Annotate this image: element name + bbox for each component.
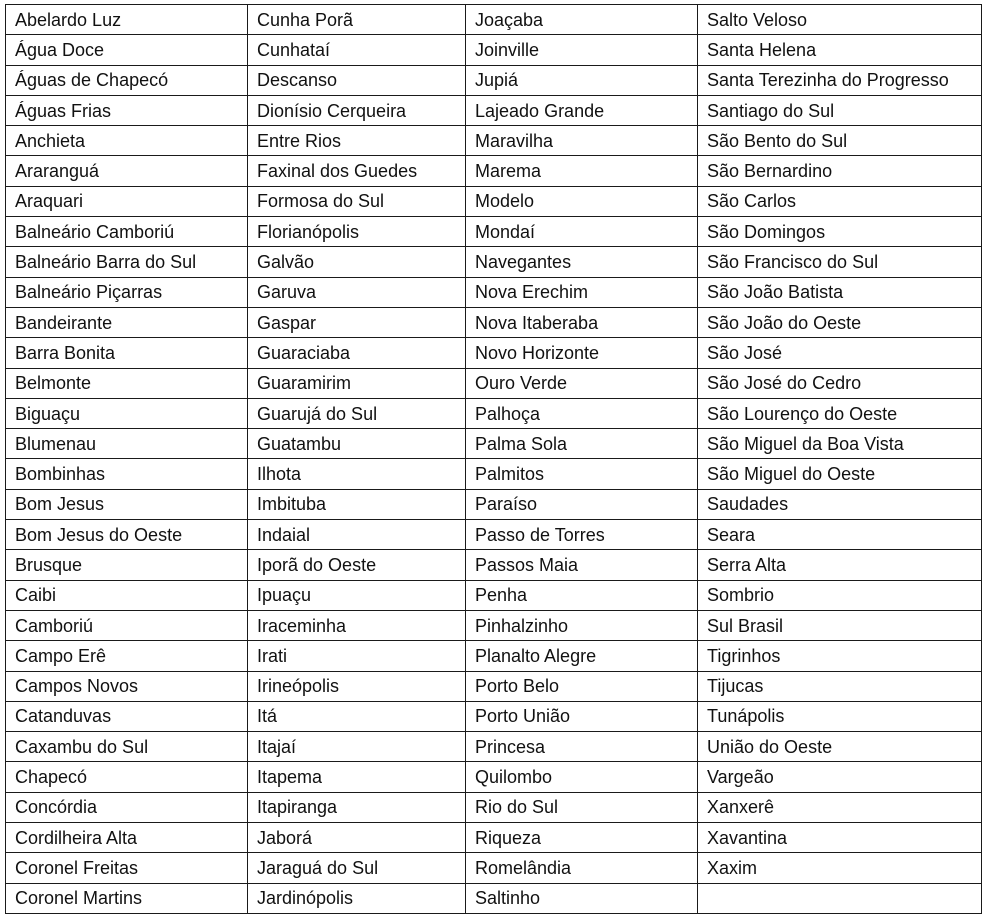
- municipality-cell: Concórdia: [6, 792, 248, 822]
- municipality-cell: Pinhalzinho: [466, 610, 698, 640]
- municipality-cell: Seara: [698, 520, 982, 550]
- table-row: [6, 338, 982, 368]
- municipality-cell: Entre Rios: [248, 126, 466, 156]
- municipality-cell: Caibi: [6, 580, 248, 610]
- table-row: [6, 701, 982, 731]
- municipality-cell: Cunhataí: [248, 35, 466, 65]
- table-row: [6, 520, 982, 550]
- table-row: [6, 186, 982, 216]
- municipality-cell: Marema: [466, 156, 698, 186]
- municipality-cell: São Domingos: [698, 217, 982, 247]
- municipality-cell: Irineópolis: [248, 671, 466, 701]
- municipality-cell: Jaborá: [248, 823, 466, 853]
- municipality-cell: Sul Brasil: [698, 610, 982, 640]
- municipality-cell: Coronel Martins: [6, 883, 248, 913]
- municipality-cell: Descanso: [248, 65, 466, 95]
- municipality-cell: Guaramirim: [248, 368, 466, 398]
- municipality-cell: União do Oeste: [698, 732, 982, 762]
- table-row: [6, 35, 982, 65]
- municipality-cell: Gaspar: [248, 307, 466, 337]
- table-row: [6, 307, 982, 337]
- municipality-cell: Joaçaba: [466, 5, 698, 35]
- municipality-cell: Palma Sola: [466, 429, 698, 459]
- municipality-cell: Catanduvas: [6, 701, 248, 731]
- municipality-cell: Irati: [248, 641, 466, 671]
- municipality-cell: Porto Belo: [466, 671, 698, 701]
- municipality-cell: Planalto Alegre: [466, 641, 698, 671]
- municipality-cell: Itá: [248, 701, 466, 731]
- municipality-cell: Bom Jesus: [6, 489, 248, 519]
- municipality-cell: Itajaí: [248, 732, 466, 762]
- table-row: [6, 489, 982, 519]
- municipality-cell: Xaxim: [698, 853, 982, 883]
- municipality-cell: Joinville: [466, 35, 698, 65]
- municipality-cell: São Miguel da Boa Vista: [698, 429, 982, 459]
- municipality-cell: Tunápolis: [698, 701, 982, 731]
- table-row: [6, 580, 982, 610]
- municipality-cell: São João Batista: [698, 277, 982, 307]
- table-row: [6, 398, 982, 428]
- municipality-cell: Passos Maia: [466, 550, 698, 580]
- municipality-cell: Modelo: [466, 186, 698, 216]
- municipality-cell: Araquari: [6, 186, 248, 216]
- municipality-cell: Romelândia: [466, 853, 698, 883]
- municipality-cell: Balneário Piçarras: [6, 277, 248, 307]
- table-row: [6, 792, 982, 822]
- municipality-cell: Anchieta: [6, 126, 248, 156]
- municipality-cell: Novo Horizonte: [466, 338, 698, 368]
- municipality-cell: São Lourenço do Oeste: [698, 398, 982, 428]
- table-row: [6, 5, 982, 35]
- municipality-cell: Santa Helena: [698, 35, 982, 65]
- municipality-cell: Jardinópolis: [248, 883, 466, 913]
- municipality-cell: Vargeão: [698, 762, 982, 792]
- municipality-cell: São Bernardino: [698, 156, 982, 186]
- table-row: [6, 247, 982, 277]
- municipality-cell: [698, 883, 982, 913]
- municipality-cell: Imbituba: [248, 489, 466, 519]
- municipality-cell: Ouro Verde: [466, 368, 698, 398]
- table-body: [6, 5, 982, 914]
- municipality-cell: Itapiranga: [248, 792, 466, 822]
- municipality-cell: Brusque: [6, 550, 248, 580]
- municipality-cell: Araranguá: [6, 156, 248, 186]
- municipality-cell: Águas Frias: [6, 95, 248, 125]
- table-row: [6, 641, 982, 671]
- table-row: [6, 550, 982, 580]
- municipality-cell: Paraíso: [466, 489, 698, 519]
- municipality-cell: Jupiá: [466, 65, 698, 95]
- table-row: [6, 217, 982, 247]
- municipality-cell: São João do Oeste: [698, 307, 982, 337]
- municipality-cell: Dionísio Cerqueira: [248, 95, 466, 125]
- table-row: [6, 368, 982, 398]
- municipality-cell: Saltinho: [466, 883, 698, 913]
- municipality-cell: Biguaçu: [6, 398, 248, 428]
- table-row: [6, 65, 982, 95]
- municipality-cell: Caxambu do Sul: [6, 732, 248, 762]
- municipality-cell: São Francisco do Sul: [698, 247, 982, 277]
- municipality-cell: Penha: [466, 580, 698, 610]
- municipality-cell: Cordilheira Alta: [6, 823, 248, 853]
- municipality-cell: São José do Cedro: [698, 368, 982, 398]
- municipality-cell: Jaraguá do Sul: [248, 853, 466, 883]
- municipality-cell: Garuva: [248, 277, 466, 307]
- municipality-cell: Campos Novos: [6, 671, 248, 701]
- municipality-cell: Xanxerê: [698, 792, 982, 822]
- table-row: [6, 156, 982, 186]
- municipality-cell: Itapema: [248, 762, 466, 792]
- municipality-cell: São Miguel do Oeste: [698, 459, 982, 489]
- municipality-cell: Guaraciaba: [248, 338, 466, 368]
- municipality-cell: Maravilha: [466, 126, 698, 156]
- table-row: [6, 429, 982, 459]
- municipality-cell: Barra Bonita: [6, 338, 248, 368]
- municipality-cell: Santa Terezinha do Progresso: [698, 65, 982, 95]
- municipality-cell: Nova Itaberaba: [466, 307, 698, 337]
- table-row: [6, 610, 982, 640]
- municipality-cell: Balneário Barra do Sul: [6, 247, 248, 277]
- municipality-cell: Palhoça: [466, 398, 698, 428]
- municipality-cell: Tijucas: [698, 671, 982, 701]
- municipality-cell: Guatambu: [248, 429, 466, 459]
- municipality-cell: Faxinal dos Guedes: [248, 156, 466, 186]
- table-row: [6, 883, 982, 913]
- municipality-cell: Formosa do Sul: [248, 186, 466, 216]
- municipality-cell: Porto União: [466, 701, 698, 731]
- municipality-cell: Bom Jesus do Oeste: [6, 520, 248, 550]
- table-row: [6, 762, 982, 792]
- municipality-cell: Guarujá do Sul: [248, 398, 466, 428]
- municipality-cell: Cunha Porã: [248, 5, 466, 35]
- municipality-cell: Abelardo Luz: [6, 5, 248, 35]
- municipalities-table: [5, 4, 982, 914]
- municipality-cell: Tigrinhos: [698, 641, 982, 671]
- municipality-cell: Camboriú: [6, 610, 248, 640]
- municipality-cell: São José: [698, 338, 982, 368]
- table-row: [6, 95, 982, 125]
- municipality-cell: Santiago do Sul: [698, 95, 982, 125]
- municipality-cell: Palmitos: [466, 459, 698, 489]
- municipality-cell: Bombinhas: [6, 459, 248, 489]
- municipality-cell: Ipuaçu: [248, 580, 466, 610]
- municipality-cell: Quilombo: [466, 762, 698, 792]
- municipality-cell: Sombrio: [698, 580, 982, 610]
- table-row: [6, 277, 982, 307]
- table-row: [6, 459, 982, 489]
- municipality-cell: Indaial: [248, 520, 466, 550]
- municipality-cell: Mondaí: [466, 217, 698, 247]
- municipality-cell: Passo de Torres: [466, 520, 698, 550]
- table-row: [6, 126, 982, 156]
- table-row: [6, 853, 982, 883]
- municipality-cell: Xavantina: [698, 823, 982, 853]
- municipality-cell: São Carlos: [698, 186, 982, 216]
- municipality-cell: Lajeado Grande: [466, 95, 698, 125]
- municipality-cell: Balneário Camboriú: [6, 217, 248, 247]
- table-row: [6, 823, 982, 853]
- municipality-cell: São Bento do Sul: [698, 126, 982, 156]
- municipality-cell: Salto Veloso: [698, 5, 982, 35]
- municipality-cell: Coronel Freitas: [6, 853, 248, 883]
- municipality-cell: Iporã do Oeste: [248, 550, 466, 580]
- municipality-cell: Rio do Sul: [466, 792, 698, 822]
- municipality-cell: Água Doce: [6, 35, 248, 65]
- municipality-cell: Nova Erechim: [466, 277, 698, 307]
- municipality-cell: Riqueza: [466, 823, 698, 853]
- municipality-cell: Navegantes: [466, 247, 698, 277]
- municipality-cell: Iraceminha: [248, 610, 466, 640]
- municipality-cell: Serra Alta: [698, 550, 982, 580]
- table-row: [6, 671, 982, 701]
- municipality-cell: Blumenau: [6, 429, 248, 459]
- municipality-cell: Chapecó: [6, 762, 248, 792]
- municipality-cell: Ilhota: [248, 459, 466, 489]
- municipality-cell: Princesa: [466, 732, 698, 762]
- municipality-cell: Bandeirante: [6, 307, 248, 337]
- municipality-cell: Águas de Chapecó: [6, 65, 248, 95]
- municipality-cell: Campo Erê: [6, 641, 248, 671]
- table-row: [6, 732, 982, 762]
- municipality-cell: Saudades: [698, 489, 982, 519]
- municipality-cell: Florianópolis: [248, 217, 466, 247]
- municipality-cell: Belmonte: [6, 368, 248, 398]
- municipality-cell: Galvão: [248, 247, 466, 277]
